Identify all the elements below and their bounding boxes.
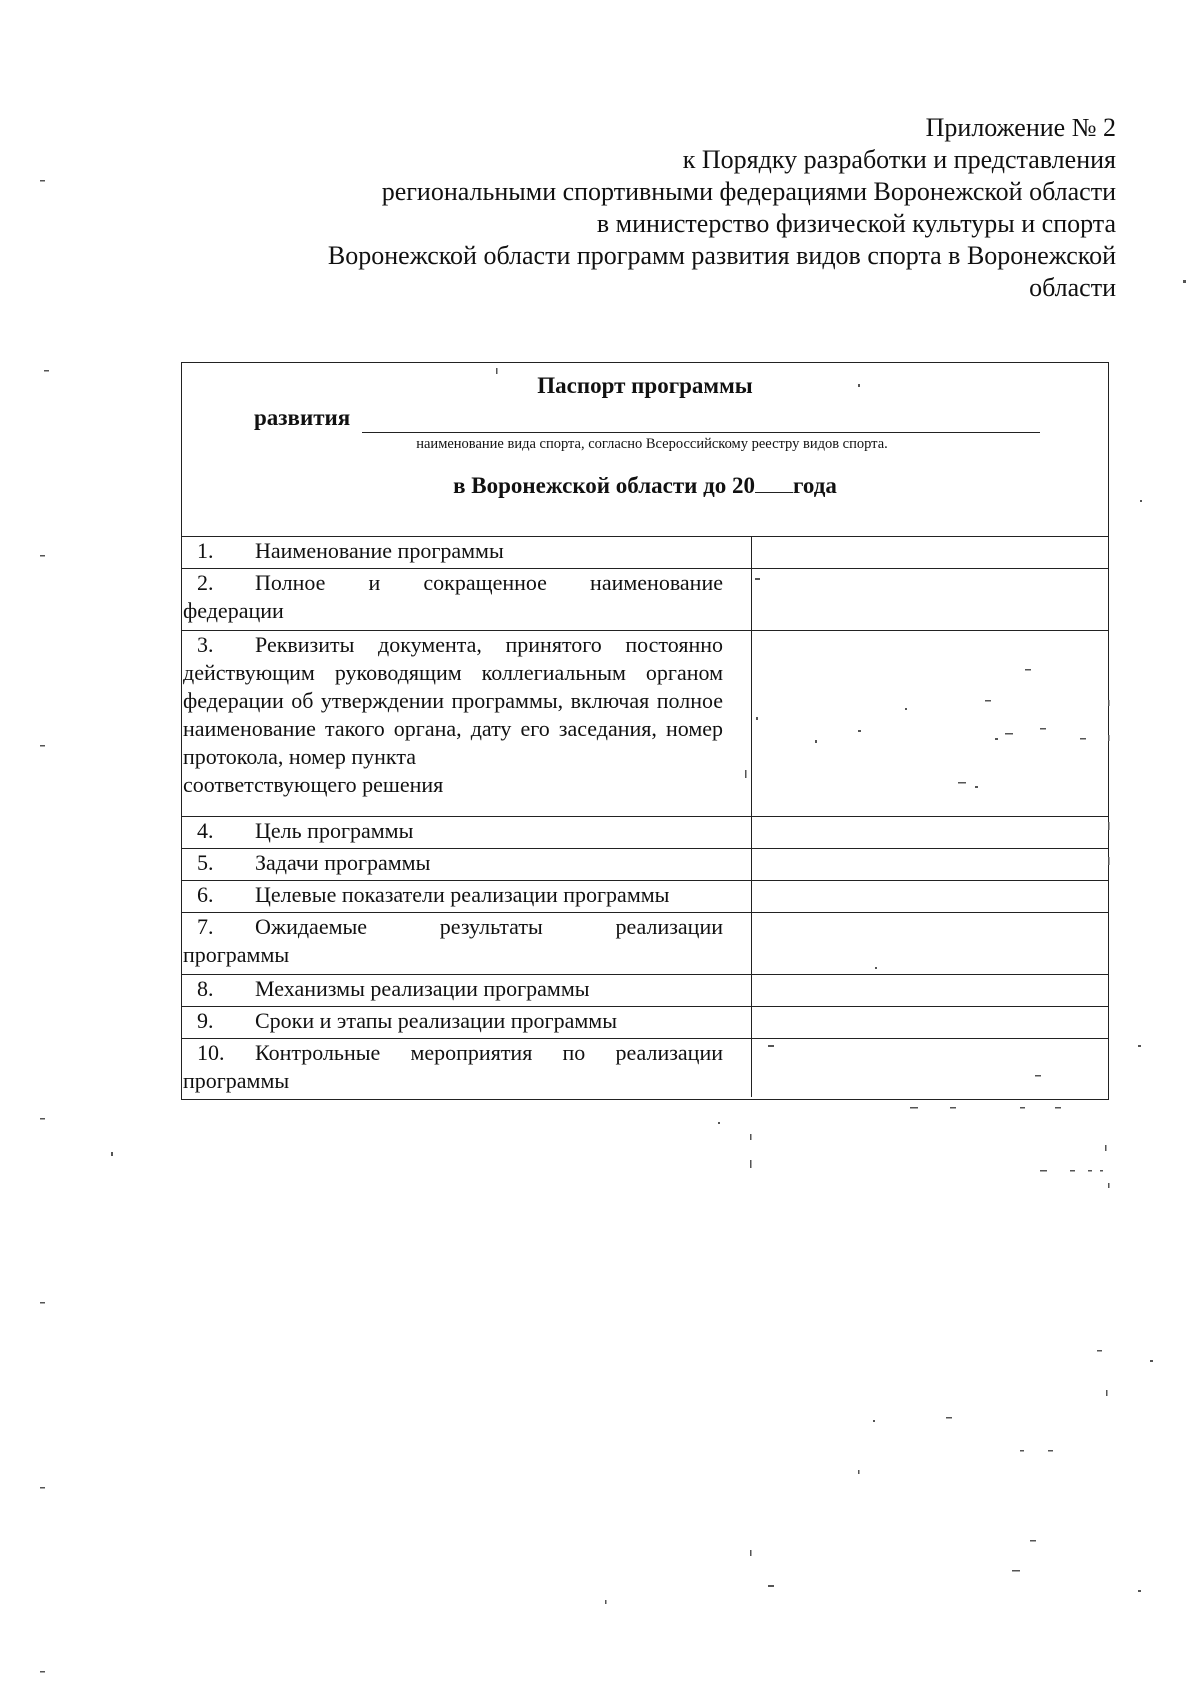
appendix-header	[116, 112, 1116, 304]
table-row	[182, 975, 1108, 1007]
row-text-continuation: федерации	[183, 598, 284, 623]
row-label	[182, 975, 752, 1006]
row-value-cell	[752, 631, 1108, 816]
row-text: Сроки и этапы реализации программы	[255, 1008, 617, 1033]
row-number: 6.	[197, 882, 214, 907]
row-text-continuation: соответствующего решения	[183, 772, 444, 797]
sport-name-caption: наименование вида спорта, согласно Всероссийскому реестру видов спорта.	[416, 436, 888, 452]
table-row	[182, 881, 1108, 913]
row-value-cell	[752, 849, 1108, 880]
passport-table	[181, 362, 1109, 1100]
table-row	[182, 913, 1108, 975]
row-text-continuation: программы	[183, 1068, 290, 1093]
row-number: 2.	[197, 570, 214, 595]
row-number: 7.	[197, 914, 214, 939]
appendix-line: к Порядку разработки и представления	[682, 145, 1116, 174]
table-row	[182, 631, 1108, 817]
passport-header	[182, 363, 1108, 537]
row-text: Реквизиты документа, принятого постоянно действующим руководящим коллегиальным органом федерации об утверждении программы, включая полное наименование такого органа, дату его заседания, номер протокола, номер пункта	[183, 632, 723, 769]
row-value-cell	[752, 569, 1108, 630]
table-row	[182, 849, 1108, 881]
row-text: Полное и сокращенное наименование	[255, 570, 723, 595]
region-suffix: года	[793, 473, 837, 498]
row-value-cell	[752, 537, 1108, 568]
development-label: развития	[254, 405, 351, 430]
row-number: 1.	[197, 538, 214, 563]
table-row	[182, 1039, 1108, 1097]
row-number: 4.	[197, 818, 214, 843]
passport-title: Паспорт программы	[537, 373, 753, 398]
row-number: 8.	[197, 976, 214, 1001]
row-value-cell	[752, 817, 1108, 848]
row-text: Задачи программы	[255, 850, 431, 875]
row-number: 3.	[197, 632, 214, 657]
row-value-cell	[752, 975, 1108, 1006]
appendix-line: Воронежской области программ развития видов спорта в Воронежской	[327, 241, 1116, 270]
passport-rows	[182, 537, 1108, 1097]
region-prefix: в Воронежской области до 20	[453, 473, 756, 498]
row-label	[182, 849, 752, 880]
row-text: Ожидаемые результаты реализации	[255, 914, 723, 939]
row-number: 10.	[197, 1040, 225, 1065]
table-row	[182, 569, 1108, 631]
year-blank-line	[755, 491, 793, 493]
row-label	[182, 1007, 752, 1038]
row-text: Цель программы	[255, 818, 414, 843]
row-label	[182, 537, 752, 568]
row-value-cell	[752, 1007, 1108, 1038]
appendix-line: области	[1029, 273, 1116, 302]
row-text: Целевые показатели реализации программы	[255, 882, 670, 907]
row-label	[182, 881, 752, 912]
row-text: Контрольные мероприятия по реализации	[255, 1040, 723, 1065]
table-row	[182, 817, 1108, 849]
sport-name-blank-line	[362, 432, 1040, 433]
row-text: Механизмы реализации программы	[255, 976, 590, 1001]
row-label	[182, 913, 752, 974]
region-line	[182, 473, 1108, 499]
row-number: 9.	[197, 1008, 214, 1033]
row-label	[182, 569, 752, 630]
row-text-continuation: программы	[183, 942, 290, 967]
row-label	[182, 1039, 752, 1097]
row-number: 5.	[197, 850, 214, 875]
row-label	[182, 631, 752, 816]
row-value-cell	[752, 881, 1108, 912]
row-text: Наименование программы	[255, 538, 504, 563]
appendix-number: Приложение № 2	[925, 113, 1116, 142]
table-row	[182, 537, 1108, 569]
table-row	[182, 1007, 1108, 1039]
appendix-line: в министерство физической культуры и спорта	[596, 209, 1116, 238]
row-label	[182, 817, 752, 848]
appendix-line: региональными спортивными федерациями Воронежской области	[381, 177, 1116, 206]
row-value-cell	[752, 1039, 1108, 1097]
row-value-cell	[752, 913, 1108, 974]
